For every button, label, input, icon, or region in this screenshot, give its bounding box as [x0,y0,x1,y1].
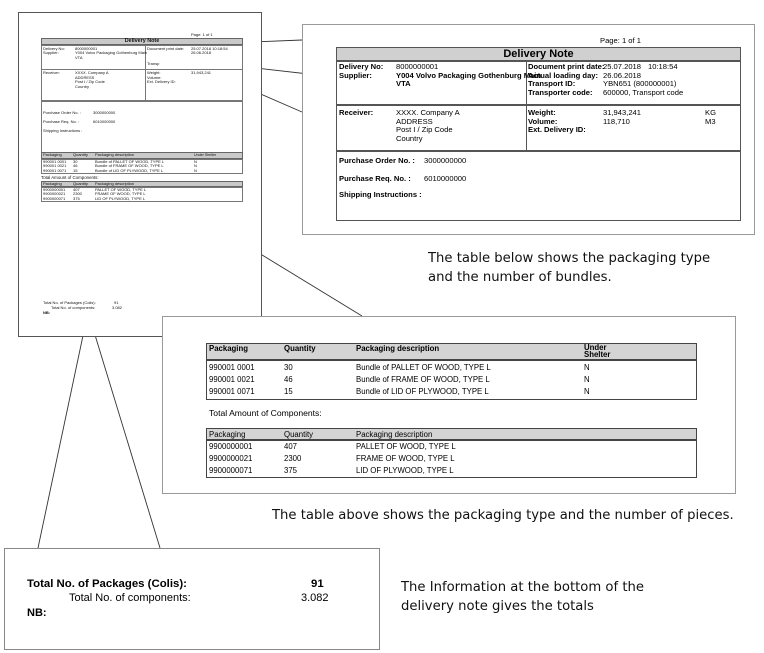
bundles-table-cell: 990001 0021 [209,375,255,384]
thumb-bundles-cell: Bundle of FRAME OF WOOD, TYPE L [95,163,164,169]
delivery-no-value: 8000000001 [396,62,439,71]
preq-label: Purchase Req. No. : [339,174,411,183]
thumb-t1-header: Packaging description [95,152,135,157]
thumb-total-components-label: Total No. of components: [51,304,96,310]
receiver-line: Country [396,133,423,143]
components-col-description: Packaging description [356,429,433,439]
thumb-supplier-label: Supplier: [43,50,59,55]
components-table-cell: 375 [284,466,298,475]
thumb-t2-header: Packaging description [95,180,135,186]
weight-unit: KG [705,108,716,117]
caption-line: and the number of bundles. [428,270,612,285]
bundles-table-cell: N [584,375,590,384]
thumb-bundles-cell: 990001 0021 [43,163,67,169]
totals-zoom-panel [4,548,380,650]
supplier-label: Supplier: [339,70,372,80]
loading-day-value: 26.06.2018 [603,70,642,80]
thumb-t1-header: Under Shelter [194,152,217,157]
receiver-line: ADDRESS [396,116,433,126]
supplier-value: Y004 Volvo Packaging Gothenburg Main [396,70,542,80]
thumb-total-packages-value: 91 [114,300,119,305]
thumb-receiver-line: ADDRESS [75,74,95,80]
transporter-code-value: 600000, Transport code [603,87,684,97]
bundles-col-shelter: Shelter [584,349,611,359]
delivery-no-label: Delivery No: [339,62,384,71]
components-label: Total Amount of Components: [209,408,322,418]
components-table-cell: 2300 [284,454,302,463]
thumb-total-components-value: 3.082 [112,304,123,310]
page-number: Page: 1 of 1 [600,36,641,45]
caption-pieces: The table above shows the packaging type and the number of pieces. [272,508,734,523]
thumb-bundles-cell: N [194,158,197,164]
thumb-ext-delivery-label: Ext. Delivery ID: [147,79,176,84]
transporter-code-label: Transporter code: [528,87,593,97]
nb-label: NB: [27,607,47,619]
thumb-components-cell: 407 [73,186,80,192]
delivery-note-thumbnail [18,12,262,337]
bundles-table-cell: N [584,363,590,372]
bundles-table-cell: Bundle of LID OF PLYWOOD, TYPE L [356,387,489,396]
components-table-cell: PALLET OF WOOD, TYPE L [356,442,456,451]
thumb-loading-day-value: 26.06.2018 [191,50,212,55]
bundles-table-cell: 15 [284,387,293,396]
transport-id-label: Transport ID: [528,79,576,88]
total-packages-label: Total No. of Packages (Colis): [27,578,187,590]
thumb-title: Delivery Note [124,37,160,44]
components-table-cell: 9900000071 [209,466,253,475]
thumb-receiver-line: Post I / Zip Code [75,79,105,84]
thumb-t2-header: Packaging [43,180,62,186]
thumb-receiver-label: Receiver: [43,70,60,75]
thumb-components-cell: 9900000001 [43,186,66,192]
components-table-cell: 9900000001 [209,442,253,451]
bundles-table-cell: N [584,387,590,396]
preq-value: 6010000000 [424,174,467,183]
thumb-receiver-line: XXXX. Company A [75,70,109,75]
thumb-delivery-value: 8000000001 [75,45,98,51]
thumb-bundles-cell: 990001 0071 [43,167,67,173]
thumb-print-date: Document print date: [147,45,185,51]
header-zoom-panel [302,24,755,235]
thumb-receiver-line: Country [75,83,90,89]
thumb-bundles-cell: 15 [73,167,78,173]
volume-unit: M3 [705,116,716,126]
thumb-bundles-cell: Bundle of PALLET OF WOOD, TYPE L [95,158,165,164]
thumb-page-number: Page: 1 of 1 [191,32,213,37]
thumb-t2-header: Quantity [73,180,88,186]
table-zoom-panel [162,316,736,494]
volume-value: 118,710 [603,116,630,126]
caption-bundles [428,249,710,287]
components-table-cell: FRAME OF WOOD, TYPE L [356,454,455,463]
transport-id-value: YBN651 (800000001) [603,79,677,88]
bundles-table-cell: 30 [284,363,293,372]
thumb-po-label: Purchase Order No. : [43,110,81,115]
thumb-transport-fragment: Transp [147,61,160,66]
print-date-value: 25.07.2018 [603,62,642,71]
receiver-label: Receiver: [339,108,374,117]
total-components-label: Total No. of components: [69,592,191,604]
thumb-bundles-cell: 990001 0001 [43,158,67,164]
components-table-cell: 9900000021 [209,454,253,463]
loading-day-label: Actual loading day: [528,70,599,80]
ext-delivery-label: Ext. Delivery ID: [528,125,586,134]
thumb-po-value: 3000000000 [93,110,116,115]
thumb-preq-value: 6010000000 [93,119,116,124]
thumb-components-cell: LID OF PLYWOOD, TYPE L [95,195,146,201]
caption-totals [401,578,644,616]
weight-value: 31,943,241 [603,108,642,117]
thumb-supplier-value-2: VTA [75,54,83,60]
print-date-label: Document print date: [528,62,605,71]
components-table-cell: 407 [284,442,298,451]
total-packages-value: 91 [311,578,324,590]
thumb-delivery-label: Delivery No: [43,45,65,51]
thumb-bundles-cell: 46 [73,163,78,169]
thumb-nb-label: NB: [43,309,51,315]
thumb-supplier-value: Y004 Volvo Packaging Gothenburg Main [75,50,148,55]
thumb-bundles-cell: N [194,163,197,169]
components-col-quantity: Quantity [284,429,314,439]
thumb-bundles-cell: Bundle of LID OF PLYWOOD, TYPE L [95,167,164,173]
total-components-value: 3.082 [301,592,329,604]
thumb-components-cell: PALLET OF WOOD, TYPE L [95,186,147,192]
caption-line: delivery note gives the totals [401,599,594,614]
thumb-components-cell: 9900000021 [43,191,66,197]
po-value: 3000000000 [424,156,467,165]
thumb-components-cell: FRAME OF WOOD, TYPE L [95,191,146,197]
bundles-col-packaging: Packaging [209,344,248,353]
thumb-bundles-cell: N [194,167,197,173]
delivery-note-title: Delivery Note [336,47,741,61]
receiver-line: XXXX. Company A [396,108,460,117]
receiver-line: Post I / Zip Code [396,125,453,134]
supplier-value-2: VTA [396,79,411,88]
bundles-col-quantity: Quantity [284,344,316,353]
bundles-table-cell: 46 [284,375,293,384]
components-table-cell: LID OF PLYWOOD, TYPE L [356,466,454,475]
caption-line: The table below shows the packaging type [428,251,711,266]
weight-label: Weight: [528,108,556,117]
bundles-table-header [206,343,697,360]
bundles-table-cell: Bundle of PALLET OF WOOD, TYPE L [356,363,491,372]
thumb-preq-label: Purchase Req. No. : [43,119,80,124]
thumb-components-cell: 9900000071 [43,195,66,201]
bundles-table-cell: 990001 0071 [209,387,255,396]
bundles-col-description: Packaging description [356,344,440,353]
thumb-t1-header: Quantity [73,152,88,157]
thumb-components-cell: 375 [73,195,80,201]
thumb-t1-header: Packaging [43,152,62,157]
thumb-bundles-cell: 30 [73,158,78,164]
thumb-total-packages-label: Total No. of Packages (Colis): [43,300,96,305]
thumb-weight-label: Weight: [147,70,161,75]
thumb-volume-label: Volume: [147,74,162,80]
shipping-instructions-label: Shipping Instructions : [339,190,422,199]
components-col-packaging: Packaging [209,429,246,439]
thumb-weight-value: 31,943,241 [191,70,212,75]
bundles-col-under: Under [584,342,607,352]
thumb-print-date-value: 25.07.2018 10:18:54 [191,45,228,51]
bundles-table-cell: Bundle of FRAME OF WOOD, TYPE L [356,375,490,384]
thumb-components-cell: 2300 [73,191,82,197]
po-label: Purchase Order No. : [339,156,415,165]
caption-line: The Information at the bottom of the [401,580,644,595]
volume-label: Volume: [528,116,558,126]
print-time-value: 10:18:54 [648,62,678,71]
components-table-header [206,428,697,440]
thumb-components-label: Total Amount of Components: [41,175,99,180]
thumb-ship-label: Shipping Instructions : [43,128,83,133]
bundles-table-cell: 990001 0001 [209,363,255,372]
